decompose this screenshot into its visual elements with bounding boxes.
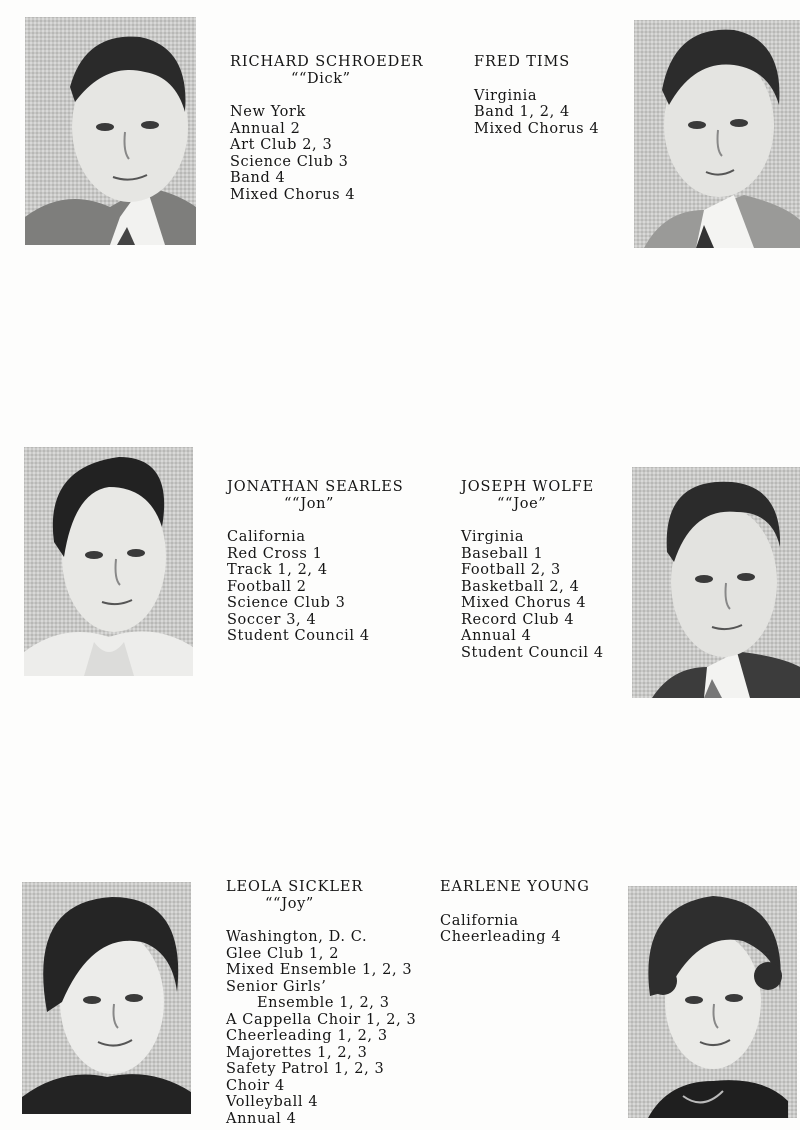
student-entry-leola-sickler [226, 879, 416, 1127]
activity-item: Cheerleading 1, 2, 3 [226, 1028, 388, 1044]
activity-item: Student Council 4 [227, 628, 370, 644]
activity-item: Mixed Chorus 4 [230, 186, 356, 203]
student-nickname: ““Dick” [291, 70, 351, 87]
activity-item: Annual 2 [230, 120, 301, 137]
activities-list [227, 546, 404, 645]
activity-item: Basketball 2, 4 [461, 578, 580, 595]
activity-item: Band 4 [230, 170, 286, 186]
student-nickname: ““Joy” [265, 895, 314, 912]
activity-item: Cheerleading 4 [440, 929, 562, 945]
student-hometown: Virginia [461, 529, 525, 545]
activity-item: Ensemble 1, 2, 3 [257, 995, 390, 1011]
student-name: FRED TIMS [474, 54, 571, 70]
activity-item: Football 2 [227, 578, 307, 595]
activity-item: Safety Patrol 1, 2, 3 [226, 1061, 385, 1077]
activity-item: Senior Girls’ [226, 978, 327, 995]
student-name: RICHARD SCHROEDER [230, 54, 424, 70]
student-entry-jonathan-searles [227, 479, 404, 645]
activities-list [474, 104, 599, 137]
activity-item: Glee Club 1, 2 [226, 945, 340, 962]
activity-item: Mixed Ensemble 1, 2, 3 [226, 962, 413, 978]
student-nickname: ““Joe” [497, 495, 547, 512]
student-entry-fred-tims [474, 54, 599, 137]
activity-item: Mixed Chorus 4 [461, 595, 587, 611]
student-hometown: California [227, 529, 306, 545]
activity-item: A Cappella Choir 1, 2, 3 [226, 1011, 417, 1028]
student-entry-earlene-young [440, 879, 590, 946]
portrait-jonathan-searles [24, 447, 193, 676]
student-entry-richard-schroeder [230, 54, 424, 203]
activity-item: Soccer 3, 4 [227, 611, 317, 628]
activity-item: Science Club 3 [227, 595, 346, 611]
student-entry-joseph-wolfe [461, 479, 604, 661]
student-name: JONATHAN SEARLES [227, 479, 404, 495]
activities-list [226, 946, 416, 1128]
activity-item: Annual 4 [226, 1110, 297, 1127]
student-nickname: ““Jon” [284, 495, 335, 512]
activity-item: Band 1, 2, 4 [474, 104, 570, 120]
student-name: EARLENE YOUNG [440, 879, 590, 895]
portrait-richard-schroeder [25, 17, 196, 245]
activity-item: Art Club 2, 3 [230, 137, 333, 153]
activities-list [230, 121, 424, 204]
student-hometown: California [440, 912, 519, 929]
portrait-earlene-young [628, 886, 797, 1118]
activities-list [461, 546, 604, 662]
student-name: JOSEPH WOLFE [461, 479, 595, 495]
activity-item: Record Club 4 [461, 611, 575, 628]
activity-item: Student Council 4 [461, 644, 604, 661]
activity-item: Red Cross 1 [227, 545, 323, 562]
student-hometown: New York [230, 104, 306, 120]
activities-list [440, 929, 590, 946]
student-hometown: Washington, D. C. [226, 929, 368, 945]
activity-item: Choir 4 [226, 1077, 285, 1094]
portrait-leola-sickler [22, 882, 191, 1114]
activity-item: Mixed Chorus 4 [474, 120, 600, 137]
student-name: LEOLA SICKLER [226, 879, 364, 895]
portrait-fred-tims [634, 20, 800, 248]
activity-item: Track 1, 2, 4 [227, 562, 328, 578]
student-hometown: Virginia [474, 87, 538, 104]
portrait-joseph-wolfe [632, 467, 800, 698]
activity-item: Science Club 3 [230, 153, 349, 170]
activity-item: Majorettes 1, 2, 3 [226, 1044, 368, 1061]
activity-item: Annual 4 [461, 628, 532, 644]
activity-item: Volleyball 4 [226, 1094, 319, 1110]
activity-item: Football 2, 3 [461, 562, 561, 578]
activity-item: Baseball 1 [461, 545, 544, 562]
